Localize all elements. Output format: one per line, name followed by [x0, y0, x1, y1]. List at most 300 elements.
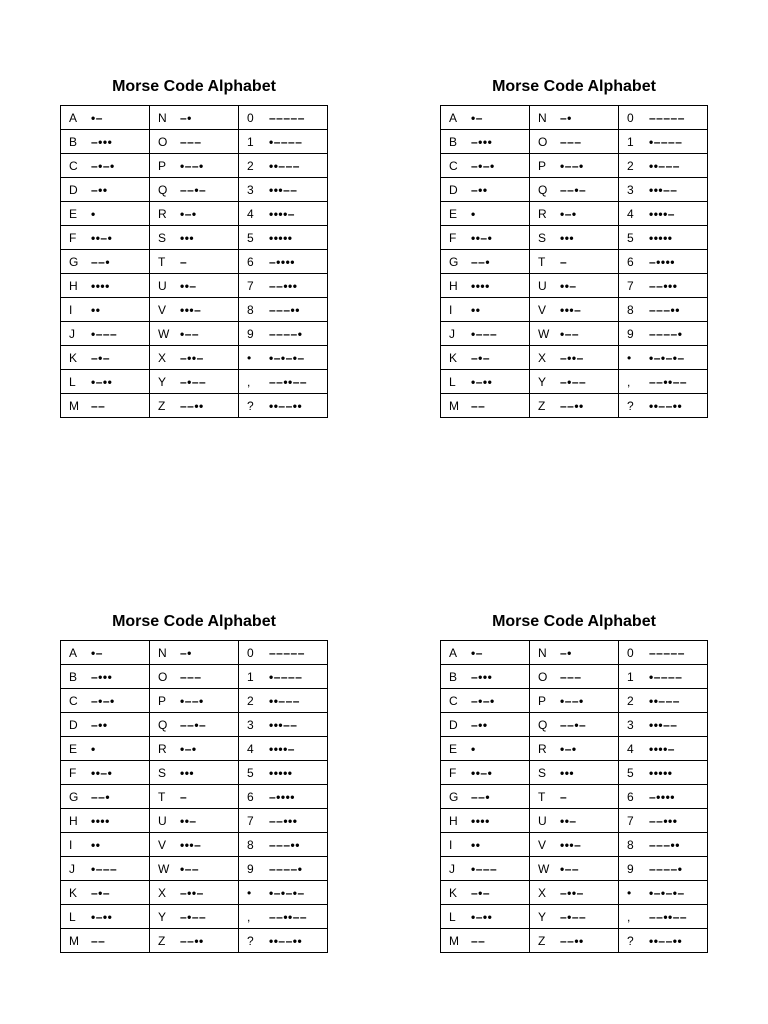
- table-row: [61, 394, 328, 418]
- morse-character: 8: [627, 837, 634, 852]
- morse-character: 2: [627, 158, 634, 173]
- morse-cell: [530, 394, 619, 418]
- morse-character: 5: [247, 230, 254, 245]
- morse-cell: [61, 785, 150, 809]
- morse-code: •••––: [269, 182, 298, 197]
- table-row: [61, 665, 328, 689]
- morse-character: 8: [247, 837, 254, 852]
- morse-character: C: [449, 693, 458, 708]
- morse-code: –••••: [269, 789, 295, 804]
- morse-code: ••: [471, 837, 481, 852]
- morse-code: •••––: [649, 717, 678, 732]
- morse-code: –––––: [269, 110, 305, 125]
- table-row: [61, 785, 328, 809]
- morse-cell: [61, 178, 150, 202]
- morse-character: G: [69, 254, 79, 269]
- morse-character: ,: [627, 909, 631, 924]
- morse-cell: [619, 761, 708, 785]
- morse-cell: [530, 322, 619, 346]
- table-row: [441, 226, 708, 250]
- morse-character: Q: [538, 717, 548, 732]
- table-row: [61, 298, 328, 322]
- morse-cell: [150, 226, 239, 250]
- table-row: [441, 833, 708, 857]
- morse-character: G: [449, 789, 459, 804]
- morse-code: –––––: [649, 110, 685, 125]
- morse-code: ––––•: [649, 326, 683, 341]
- morse-code: ––•••: [269, 278, 298, 293]
- morse-code: –––––: [649, 645, 685, 660]
- table-row: [441, 274, 708, 298]
- table-row: [61, 250, 328, 274]
- morse-character: •: [627, 885, 632, 900]
- morse-character: 9: [247, 326, 254, 341]
- morse-cell: [441, 394, 530, 418]
- morse-code: ––••: [180, 398, 204, 413]
- table-row: [61, 202, 328, 226]
- morse-cell: [619, 737, 708, 761]
- morse-code: •––•: [560, 693, 584, 708]
- morse-character: •: [247, 350, 252, 365]
- morse-code: •––•: [180, 158, 204, 173]
- morse-cell: [530, 713, 619, 737]
- morse-code: ••••: [91, 278, 110, 293]
- morse-cell: [530, 298, 619, 322]
- card-title: Morse Code Alphabet: [492, 613, 656, 630]
- morse-character: I: [449, 837, 453, 852]
- morse-character: L: [69, 909, 76, 924]
- morse-cell: [441, 130, 530, 154]
- morse-character: N: [538, 645, 547, 660]
- morse-code: –••••: [649, 789, 675, 804]
- table-row: [61, 881, 328, 905]
- table-row: [441, 641, 708, 665]
- morse-card-top-left: [59, 76, 329, 418]
- morse-character: T: [538, 789, 546, 804]
- morse-code: –•––: [180, 374, 207, 389]
- morse-code: •••••: [649, 230, 673, 245]
- morse-code: ••••: [471, 278, 490, 293]
- morse-character: Q: [158, 717, 168, 732]
- morse-character: 5: [247, 765, 254, 780]
- table-row: [61, 178, 328, 202]
- morse-cell: [150, 641, 239, 665]
- morse-character: Z: [158, 933, 166, 948]
- morse-cell: [619, 785, 708, 809]
- morse-character: P: [158, 158, 167, 173]
- morse-cell: [239, 737, 328, 761]
- morse-code: •••–: [180, 837, 202, 852]
- morse-cell: [61, 322, 150, 346]
- table-row: [61, 130, 328, 154]
- morse-character: 8: [247, 302, 254, 317]
- morse-table: [440, 105, 708, 418]
- morse-code: •–••: [91, 909, 113, 924]
- morse-character: U: [538, 813, 547, 828]
- morse-character: S: [538, 765, 547, 780]
- morse-code: –••: [471, 182, 488, 197]
- morse-cell: [239, 178, 328, 202]
- morse-cell: [530, 106, 619, 130]
- morse-code: –•–•: [471, 158, 495, 173]
- morse-character: O: [158, 134, 168, 149]
- morse-cell: [619, 250, 708, 274]
- morse-code: •–: [471, 645, 483, 660]
- morse-character: H: [449, 813, 458, 828]
- morse-cell: [619, 346, 708, 370]
- morse-character: R: [538, 206, 547, 221]
- morse-character: Y: [158, 909, 167, 924]
- morse-code: •–: [91, 645, 103, 660]
- morse-cell: [441, 106, 530, 130]
- morse-cell: [239, 665, 328, 689]
- morse-cell: [61, 737, 150, 761]
- morse-code: –•–: [471, 350, 491, 365]
- morse-cell: [239, 250, 328, 274]
- morse-code: ••–•: [91, 765, 113, 780]
- morse-cell: [239, 370, 328, 394]
- morse-code: •––: [560, 326, 580, 341]
- table-row: [61, 346, 328, 370]
- morse-code: ––•: [91, 789, 111, 804]
- morse-cell: [61, 809, 150, 833]
- morse-cell: [61, 857, 150, 881]
- morse-cell: [150, 202, 239, 226]
- morse-character: 2: [247, 158, 254, 173]
- morse-character: T: [158, 789, 166, 804]
- morse-character: •: [247, 885, 252, 900]
- morse-code: •: [91, 206, 96, 221]
- morse-character: ?: [627, 398, 634, 413]
- morse-character: 9: [627, 326, 634, 341]
- morse-character: P: [538, 158, 547, 173]
- morse-character: I: [69, 302, 73, 317]
- table-row: [441, 689, 708, 713]
- morse-cell: [441, 322, 530, 346]
- morse-cell: [530, 346, 619, 370]
- morse-code: ••–––: [269, 158, 300, 173]
- morse-cell: [150, 154, 239, 178]
- morse-character: 1: [247, 669, 254, 684]
- table-row: [61, 737, 328, 761]
- morse-cell: [530, 833, 619, 857]
- morse-character: 2: [247, 693, 254, 708]
- morse-cell: [441, 929, 530, 953]
- morse-cell: [530, 881, 619, 905]
- morse-code: –––••: [269, 302, 300, 317]
- morse-cell: [61, 881, 150, 905]
- morse-cell: [239, 785, 328, 809]
- morse-character: A: [449, 110, 458, 125]
- morse-cell: [61, 905, 150, 929]
- morse-character: V: [158, 837, 167, 852]
- table-row: [441, 106, 708, 130]
- morse-character: 6: [627, 789, 634, 804]
- morse-code: ••–––: [649, 693, 680, 708]
- morse-code: •––––: [269, 134, 303, 149]
- morse-code: –•––: [180, 909, 207, 924]
- morse-cell: [619, 178, 708, 202]
- morse-code: ––: [91, 933, 106, 948]
- morse-character: H: [69, 813, 78, 828]
- morse-character: I: [69, 837, 73, 852]
- morse-code: –•••: [91, 669, 113, 684]
- morse-code: ••••: [471, 813, 490, 828]
- morse-cell: [61, 106, 150, 130]
- morse-character: 9: [247, 861, 254, 876]
- morse-cell: [150, 274, 239, 298]
- morse-cell: [619, 106, 708, 130]
- morse-character: O: [538, 669, 548, 684]
- morse-cell: [530, 154, 619, 178]
- table-row: [441, 665, 708, 689]
- morse-code: –•••: [471, 669, 493, 684]
- morse-code: –––: [560, 134, 582, 149]
- morse-cell: [441, 274, 530, 298]
- morse-cell: [619, 929, 708, 953]
- table-row: [61, 641, 328, 665]
- morse-cell: [239, 761, 328, 785]
- morse-code: •–••: [91, 374, 113, 389]
- morse-cell: [239, 202, 328, 226]
- morse-code: –•••: [91, 134, 113, 149]
- morse-code: ••–––: [269, 693, 300, 708]
- morse-character: P: [158, 693, 167, 708]
- morse-code: •–••: [471, 909, 493, 924]
- morse-cell: [239, 154, 328, 178]
- morse-code: ––––•: [649, 861, 683, 876]
- morse-code: –•–•: [91, 693, 115, 708]
- morse-character: J: [449, 326, 455, 341]
- morse-character: 6: [247, 789, 254, 804]
- morse-cell: [619, 857, 708, 881]
- table-row: [61, 322, 328, 346]
- morse-code: ––––•: [269, 326, 303, 341]
- table-row: [61, 154, 328, 178]
- morse-character: ,: [627, 374, 631, 389]
- table-row: [441, 298, 708, 322]
- table-row: [441, 809, 708, 833]
- morse-code: –••: [91, 182, 108, 197]
- morse-character: D: [69, 182, 78, 197]
- morse-code: ––•: [471, 789, 491, 804]
- morse-cell: [441, 178, 530, 202]
- morse-character: U: [158, 278, 167, 293]
- morse-character: A: [69, 645, 78, 660]
- morse-code: –••: [471, 717, 488, 732]
- morse-code: ••–: [560, 813, 577, 828]
- morse-cell: [441, 298, 530, 322]
- morse-character: W: [158, 861, 170, 876]
- morse-code: –•: [560, 110, 572, 125]
- morse-code: ––••––: [649, 909, 688, 924]
- morse-code: •: [91, 741, 96, 756]
- table-row: [441, 737, 708, 761]
- morse-code: •––: [180, 326, 200, 341]
- morse-code: •–•: [180, 741, 197, 756]
- morse-character: 7: [247, 813, 254, 828]
- morse-code: –••–: [180, 350, 204, 365]
- morse-code: ••••–: [269, 741, 295, 756]
- morse-code: ––•–: [180, 182, 207, 197]
- morse-code: ••–––: [649, 158, 680, 173]
- morse-code: ••––••: [649, 933, 683, 948]
- morse-cell: [239, 346, 328, 370]
- morse-code: •–•: [560, 206, 577, 221]
- morse-code: •–––: [91, 326, 118, 341]
- morse-code: –••–: [560, 350, 584, 365]
- morse-cell: [239, 130, 328, 154]
- morse-character: K: [69, 350, 78, 365]
- morse-cell: [619, 641, 708, 665]
- morse-character: ,: [247, 374, 251, 389]
- morse-cell: [150, 250, 239, 274]
- morse-cell: [530, 665, 619, 689]
- morse-cell: [441, 737, 530, 761]
- morse-code: ––••: [560, 398, 584, 413]
- morse-character: K: [449, 350, 458, 365]
- morse-code: –––••: [649, 837, 680, 852]
- card-title: Morse Code Alphabet: [112, 613, 276, 630]
- morse-cell: [441, 809, 530, 833]
- table-row: [61, 689, 328, 713]
- morse-cell: [239, 881, 328, 905]
- morse-code: ––•: [91, 254, 111, 269]
- morse-character: 3: [247, 182, 254, 197]
- morse-cell: [619, 202, 708, 226]
- morse-code: ––: [471, 933, 486, 948]
- morse-code: ––••: [560, 933, 584, 948]
- morse-cell: [150, 881, 239, 905]
- morse-code: •••: [180, 765, 195, 780]
- morse-cell: [239, 274, 328, 298]
- morse-character: ?: [627, 933, 634, 948]
- morse-cell: [530, 250, 619, 274]
- morse-cell: [530, 274, 619, 298]
- morse-code: •––•: [560, 158, 584, 173]
- morse-code: •–––: [91, 861, 118, 876]
- morse-character: Q: [538, 182, 548, 197]
- morse-cell: [61, 154, 150, 178]
- morse-cell: [150, 761, 239, 785]
- morse-character: Z: [158, 398, 166, 413]
- morse-cell: [150, 298, 239, 322]
- morse-code: –•: [180, 110, 192, 125]
- morse-cell: [150, 737, 239, 761]
- morse-character: 1: [627, 134, 634, 149]
- table-row: [441, 881, 708, 905]
- morse-character: F: [449, 230, 457, 245]
- morse-code: –•––: [560, 909, 587, 924]
- morse-code: •–: [471, 110, 483, 125]
- morse-code: •––: [180, 861, 200, 876]
- morse-cell: [441, 250, 530, 274]
- morse-code: •–••: [471, 374, 493, 389]
- morse-cell: [61, 665, 150, 689]
- morse-character: U: [538, 278, 547, 293]
- morse-character: 1: [627, 669, 634, 684]
- morse-cell: [150, 857, 239, 881]
- morse-character: O: [158, 669, 168, 684]
- morse-character: L: [449, 374, 456, 389]
- morse-code: ––••––: [269, 909, 308, 924]
- morse-cell: [441, 833, 530, 857]
- morse-code: •••: [180, 230, 195, 245]
- morse-cell: [150, 833, 239, 857]
- morse-cell: [441, 689, 530, 713]
- morse-character: N: [538, 110, 547, 125]
- morse-code: •–•: [180, 206, 197, 221]
- morse-code: •••–: [560, 302, 582, 317]
- morse-code: ••–•: [471, 765, 493, 780]
- morse-character: T: [158, 254, 166, 269]
- morse-cell: [530, 857, 619, 881]
- table-row: [61, 761, 328, 785]
- morse-cell: [61, 370, 150, 394]
- table-row: [441, 130, 708, 154]
- morse-cell: [530, 202, 619, 226]
- morse-code: •–•–•–: [649, 885, 685, 900]
- morse-character: M: [69, 398, 79, 413]
- morse-character: 4: [627, 741, 634, 756]
- morse-character: D: [69, 717, 78, 732]
- morse-code: ––•••: [649, 278, 678, 293]
- morse-code: •––––: [269, 669, 303, 684]
- morse-cell: [530, 905, 619, 929]
- table-row: [441, 202, 708, 226]
- morse-cell: [619, 689, 708, 713]
- morse-cell: [530, 370, 619, 394]
- morse-code: –•: [180, 645, 192, 660]
- morse-character: R: [158, 206, 167, 221]
- morse-character: U: [158, 813, 167, 828]
- morse-code: ••––••: [649, 398, 683, 413]
- morse-code: ••–•: [471, 230, 493, 245]
- morse-code: •: [471, 206, 476, 221]
- morse-cell: [619, 130, 708, 154]
- morse-cell: [150, 929, 239, 953]
- morse-character: X: [158, 885, 167, 900]
- morse-character: 6: [627, 254, 634, 269]
- morse-cell: [530, 785, 619, 809]
- morse-code: ••–•: [91, 230, 113, 245]
- morse-code: –•–•: [471, 693, 495, 708]
- morse-character: 4: [247, 741, 254, 756]
- morse-character: P: [538, 693, 547, 708]
- morse-code: ••: [91, 837, 101, 852]
- morse-code: ••: [91, 302, 101, 317]
- morse-character: L: [69, 374, 76, 389]
- morse-code: –: [180, 789, 188, 804]
- morse-character: C: [69, 693, 78, 708]
- table-row: [441, 785, 708, 809]
- morse-code: ––•••: [649, 813, 678, 828]
- morse-cell: [441, 881, 530, 905]
- morse-character: 0: [247, 645, 254, 660]
- morse-cell: [61, 202, 150, 226]
- morse-code: •••: [560, 230, 575, 245]
- morse-character: X: [158, 350, 167, 365]
- table-row: [61, 274, 328, 298]
- morse-code: –: [180, 254, 188, 269]
- morse-card-bottom-left: [59, 611, 329, 953]
- morse-table: [60, 640, 328, 953]
- morse-cell: [239, 905, 328, 929]
- morse-code: ––•: [471, 254, 491, 269]
- morse-cell: [61, 274, 150, 298]
- morse-cell: [61, 833, 150, 857]
- morse-card-bottom-right: [439, 611, 709, 953]
